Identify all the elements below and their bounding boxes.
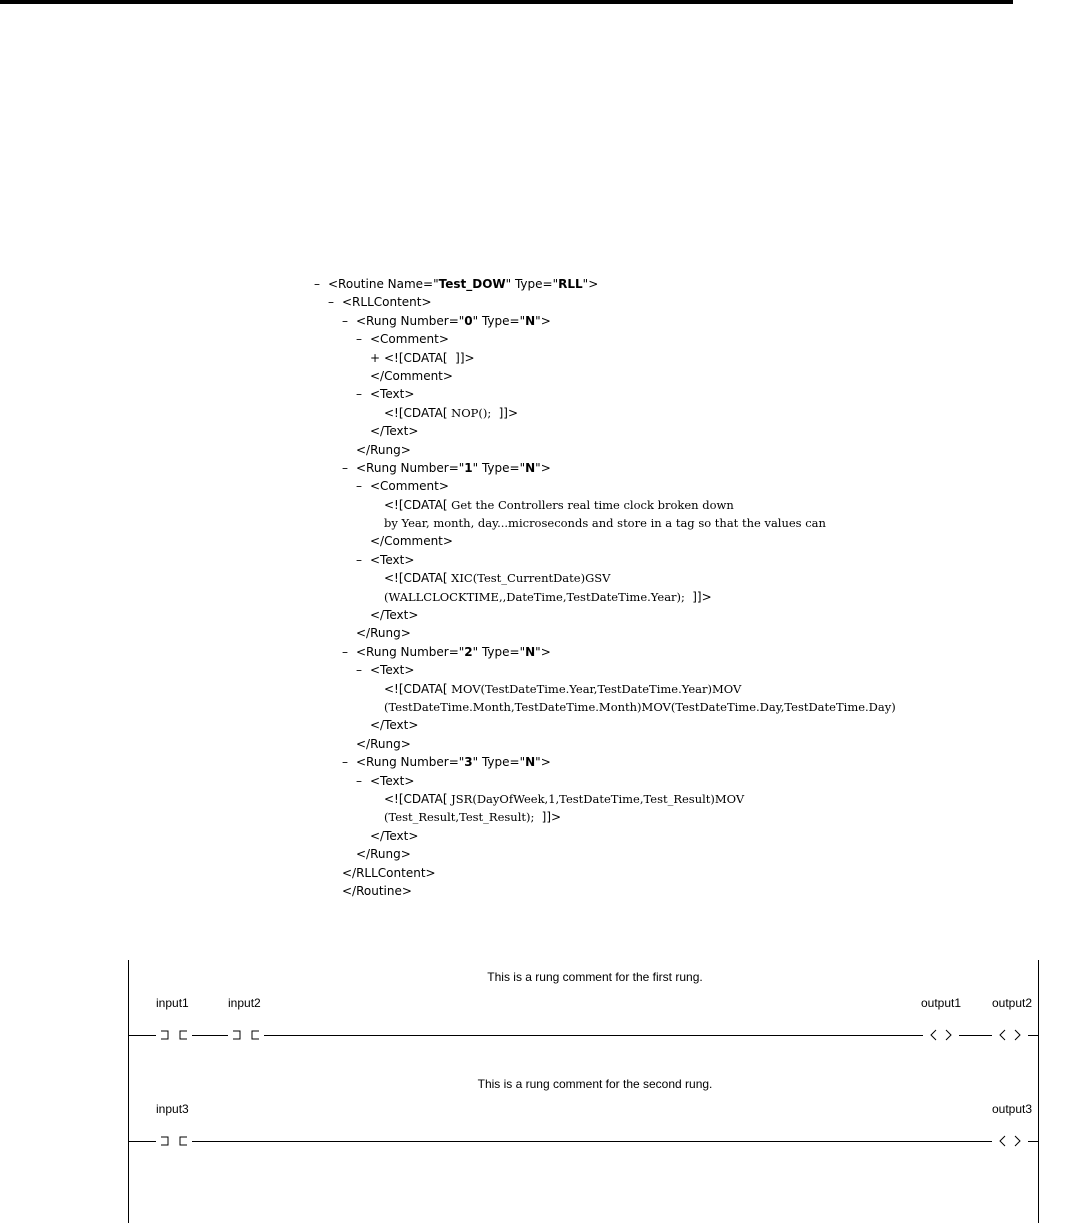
cdata-content: by Year, month, day...microseconds and store in a tag so that the values can xyxy=(384,516,826,531)
xml-cdata-line xyxy=(314,808,1065,826)
xml-comment-open xyxy=(314,330,1065,348)
xml-text: " Type=" xyxy=(472,644,526,659)
xml-rung3-open xyxy=(314,753,1065,771)
xml-text: <Comment> xyxy=(370,332,449,347)
xic-contact-input2[interactable] xyxy=(228,1027,264,1043)
xml-cdata-line xyxy=(314,698,1065,716)
collapse-toggle[interactable]: – xyxy=(356,479,362,494)
rung-type-value: N xyxy=(525,313,536,328)
contact-tag: input1 xyxy=(156,996,189,1010)
xml-rung-close xyxy=(314,735,1065,753)
rung-wire xyxy=(128,1141,1038,1142)
xml-cdata-line xyxy=(314,404,1065,422)
xml-rung-close xyxy=(314,845,1065,863)
rung-type-value: N xyxy=(525,460,536,475)
xml-text: </Rung> xyxy=(356,442,411,457)
ote-coil-output2[interactable] xyxy=(992,1027,1028,1043)
xml-rung-close xyxy=(314,441,1065,459)
xml-text: </Text> xyxy=(370,608,419,623)
xml-text: " Type=" xyxy=(472,460,526,475)
left-power-rail xyxy=(128,960,129,1223)
collapse-toggle[interactable]: – xyxy=(328,295,334,310)
xml-text: " Type=" xyxy=(472,755,526,770)
xml-text: </Comment> xyxy=(370,534,453,549)
cdata-content: (TestDateTime.Month,TestDateTime.Month)MOV(TestDateTime.Day,TestDateTime.Day) xyxy=(384,699,896,714)
top-rule xyxy=(0,0,1013,4)
xml-text: " Type=" xyxy=(472,313,526,328)
xml-cdata-line xyxy=(314,496,1065,514)
contact-tag: input3 xyxy=(156,1102,189,1116)
collapse-toggle[interactable]: – xyxy=(356,332,362,347)
rung-type-value: N xyxy=(525,755,536,770)
cdata-content: XIC(Test_CurrentDate)GSV xyxy=(447,571,611,586)
xml-text: ]]> xyxy=(498,405,518,420)
xml-text: </Rung> xyxy=(356,626,411,641)
xml-text: </Rung> xyxy=(356,847,411,862)
coil-tag: output2 xyxy=(992,996,1033,1010)
xml-text: "> xyxy=(535,313,551,328)
xml-rllcontent-open xyxy=(314,293,1065,311)
rung-number-value: 2 xyxy=(464,644,473,659)
collapse-toggle[interactable]: – xyxy=(356,387,362,402)
xml-text: "> xyxy=(535,460,551,475)
xml-text: <Rung Number=" xyxy=(356,313,465,328)
xml-cdata-line xyxy=(314,514,1065,532)
xml-rung-close xyxy=(314,624,1065,642)
xml-text-open xyxy=(314,772,1065,790)
xml-text-close xyxy=(314,606,1065,624)
xml-text: <Rung Number=" xyxy=(356,755,465,770)
xml-text: </RLLContent> xyxy=(342,865,436,880)
xml-text: </Routine> xyxy=(342,883,412,898)
xml-text: <Text> xyxy=(370,773,415,788)
xml-cdata-line xyxy=(314,588,1065,606)
cdata-content: (Test_Result,Test_Result); xyxy=(384,810,542,825)
collapse-toggle[interactable]: – xyxy=(356,663,362,678)
xml-routine-open xyxy=(314,275,1065,293)
xml-text: <![CDATA[ xyxy=(384,791,448,806)
cdata-content: Get the Controllers real time clock broken down xyxy=(447,497,734,512)
xml-text: </Text> xyxy=(370,718,419,733)
xml-comment-close xyxy=(314,532,1065,550)
collapse-toggle[interactable]: – xyxy=(356,773,362,788)
xml-rung2-open xyxy=(314,643,1065,661)
xml-text: <Comment> xyxy=(370,479,449,494)
xml-text: <![CDATA[ xyxy=(384,681,448,696)
xml-text: " Type=" xyxy=(505,277,559,291)
xml-text: <![CDATA[ xyxy=(384,350,448,365)
xml-rung0-open xyxy=(314,312,1065,330)
xml-text: ]]> xyxy=(541,810,562,825)
xml-text: "> xyxy=(535,755,551,770)
xml-text: ]]> xyxy=(692,589,712,604)
rung-number-value: 0 xyxy=(464,313,473,328)
routine-type-value: RLL xyxy=(558,277,583,291)
xml-text: <Rung Number=" xyxy=(356,644,465,659)
xml-text: <Text> xyxy=(370,663,415,678)
xml-cdata-line xyxy=(314,790,1065,808)
xml-comment-close xyxy=(314,367,1065,385)
cdata-content: NOP(); xyxy=(447,405,499,420)
collapse-toggle[interactable]: – xyxy=(342,755,348,770)
xml-text: "> xyxy=(535,644,551,659)
coil-tag: output1 xyxy=(921,996,962,1010)
xic-contact-input3[interactable] xyxy=(156,1133,192,1149)
xml-text: </Text> xyxy=(370,424,419,439)
xml-text: "> xyxy=(582,277,599,291)
xml-routine-close xyxy=(314,882,1065,900)
ladder-diagram xyxy=(0,960,1065,1223)
xml-text: <![CDATA[ xyxy=(384,405,448,420)
rung-comment: This is a rung comment for the first rung. xyxy=(487,970,703,984)
ote-coil-output1[interactable] xyxy=(923,1027,959,1043)
xml-text: </Rung> xyxy=(356,736,411,751)
contact-tag: input2 xyxy=(228,996,261,1010)
xml-text: <RLLContent> xyxy=(342,295,432,310)
xml-text-open xyxy=(314,385,1065,403)
collapse-toggle[interactable]: – xyxy=(342,460,348,475)
collapse-toggle[interactable]: – xyxy=(342,313,348,328)
collapse-toggle[interactable]: – xyxy=(342,644,348,659)
collapse-toggle[interactable]: – xyxy=(314,277,320,291)
xml-text: <![CDATA[ xyxy=(384,497,448,512)
xml-text: <![CDATA[ xyxy=(384,571,448,586)
rung-wire xyxy=(128,1035,1038,1036)
coil-tag: output3 xyxy=(992,1102,1033,1116)
rung-type-value: N xyxy=(525,644,536,659)
xml-text-open xyxy=(314,551,1065,569)
xml-text: </Text> xyxy=(370,828,419,843)
cdata-content: JSR(DayOfWeek,1,TestDateTime,Test_Result)MOV xyxy=(447,791,745,806)
xml-text-open xyxy=(314,661,1065,679)
xml-cdata-line xyxy=(314,569,1065,587)
right-power-rail xyxy=(1038,960,1039,1223)
routine-name-value: Test_DOW xyxy=(438,277,506,291)
xml-rung1-open xyxy=(314,459,1065,477)
xml-text: <Rung Number=" xyxy=(356,460,465,475)
rung-number-value: 1 xyxy=(464,460,473,475)
xml-text: ]]> xyxy=(447,350,475,365)
xml-text: <Routine Name=" xyxy=(328,277,439,291)
rung-number-value: 3 xyxy=(464,755,473,770)
xic-contact-input1[interactable] xyxy=(156,1027,192,1043)
ote-coil-output3[interactable] xyxy=(992,1133,1028,1149)
cdata-content: (WALLCLOCKTIME,,DateTime,TestDateTime.Year); xyxy=(384,589,693,604)
xml-text: <Text> xyxy=(370,552,415,567)
xml-tree-view xyxy=(314,275,1065,900)
cdata-content: MOV(TestDateTime.Year,TestDateTime.Year)MOV xyxy=(447,681,742,696)
xml-text: </Comment> xyxy=(370,368,453,383)
xml-text-close xyxy=(314,827,1065,845)
xml-cdata-line xyxy=(314,680,1065,698)
xml-comment-open xyxy=(314,477,1065,495)
xml-text-close xyxy=(314,422,1065,440)
expand-toggle[interactable]: + xyxy=(370,350,381,365)
collapse-toggle[interactable]: – xyxy=(356,552,362,567)
rung-comment: This is a rung comment for the second rung. xyxy=(477,1077,713,1091)
xml-rllcontent-close xyxy=(314,864,1065,882)
xml-text-close xyxy=(314,716,1065,734)
xml-text: <Text> xyxy=(370,387,415,402)
xml-cdata-collapsed xyxy=(314,349,1065,367)
